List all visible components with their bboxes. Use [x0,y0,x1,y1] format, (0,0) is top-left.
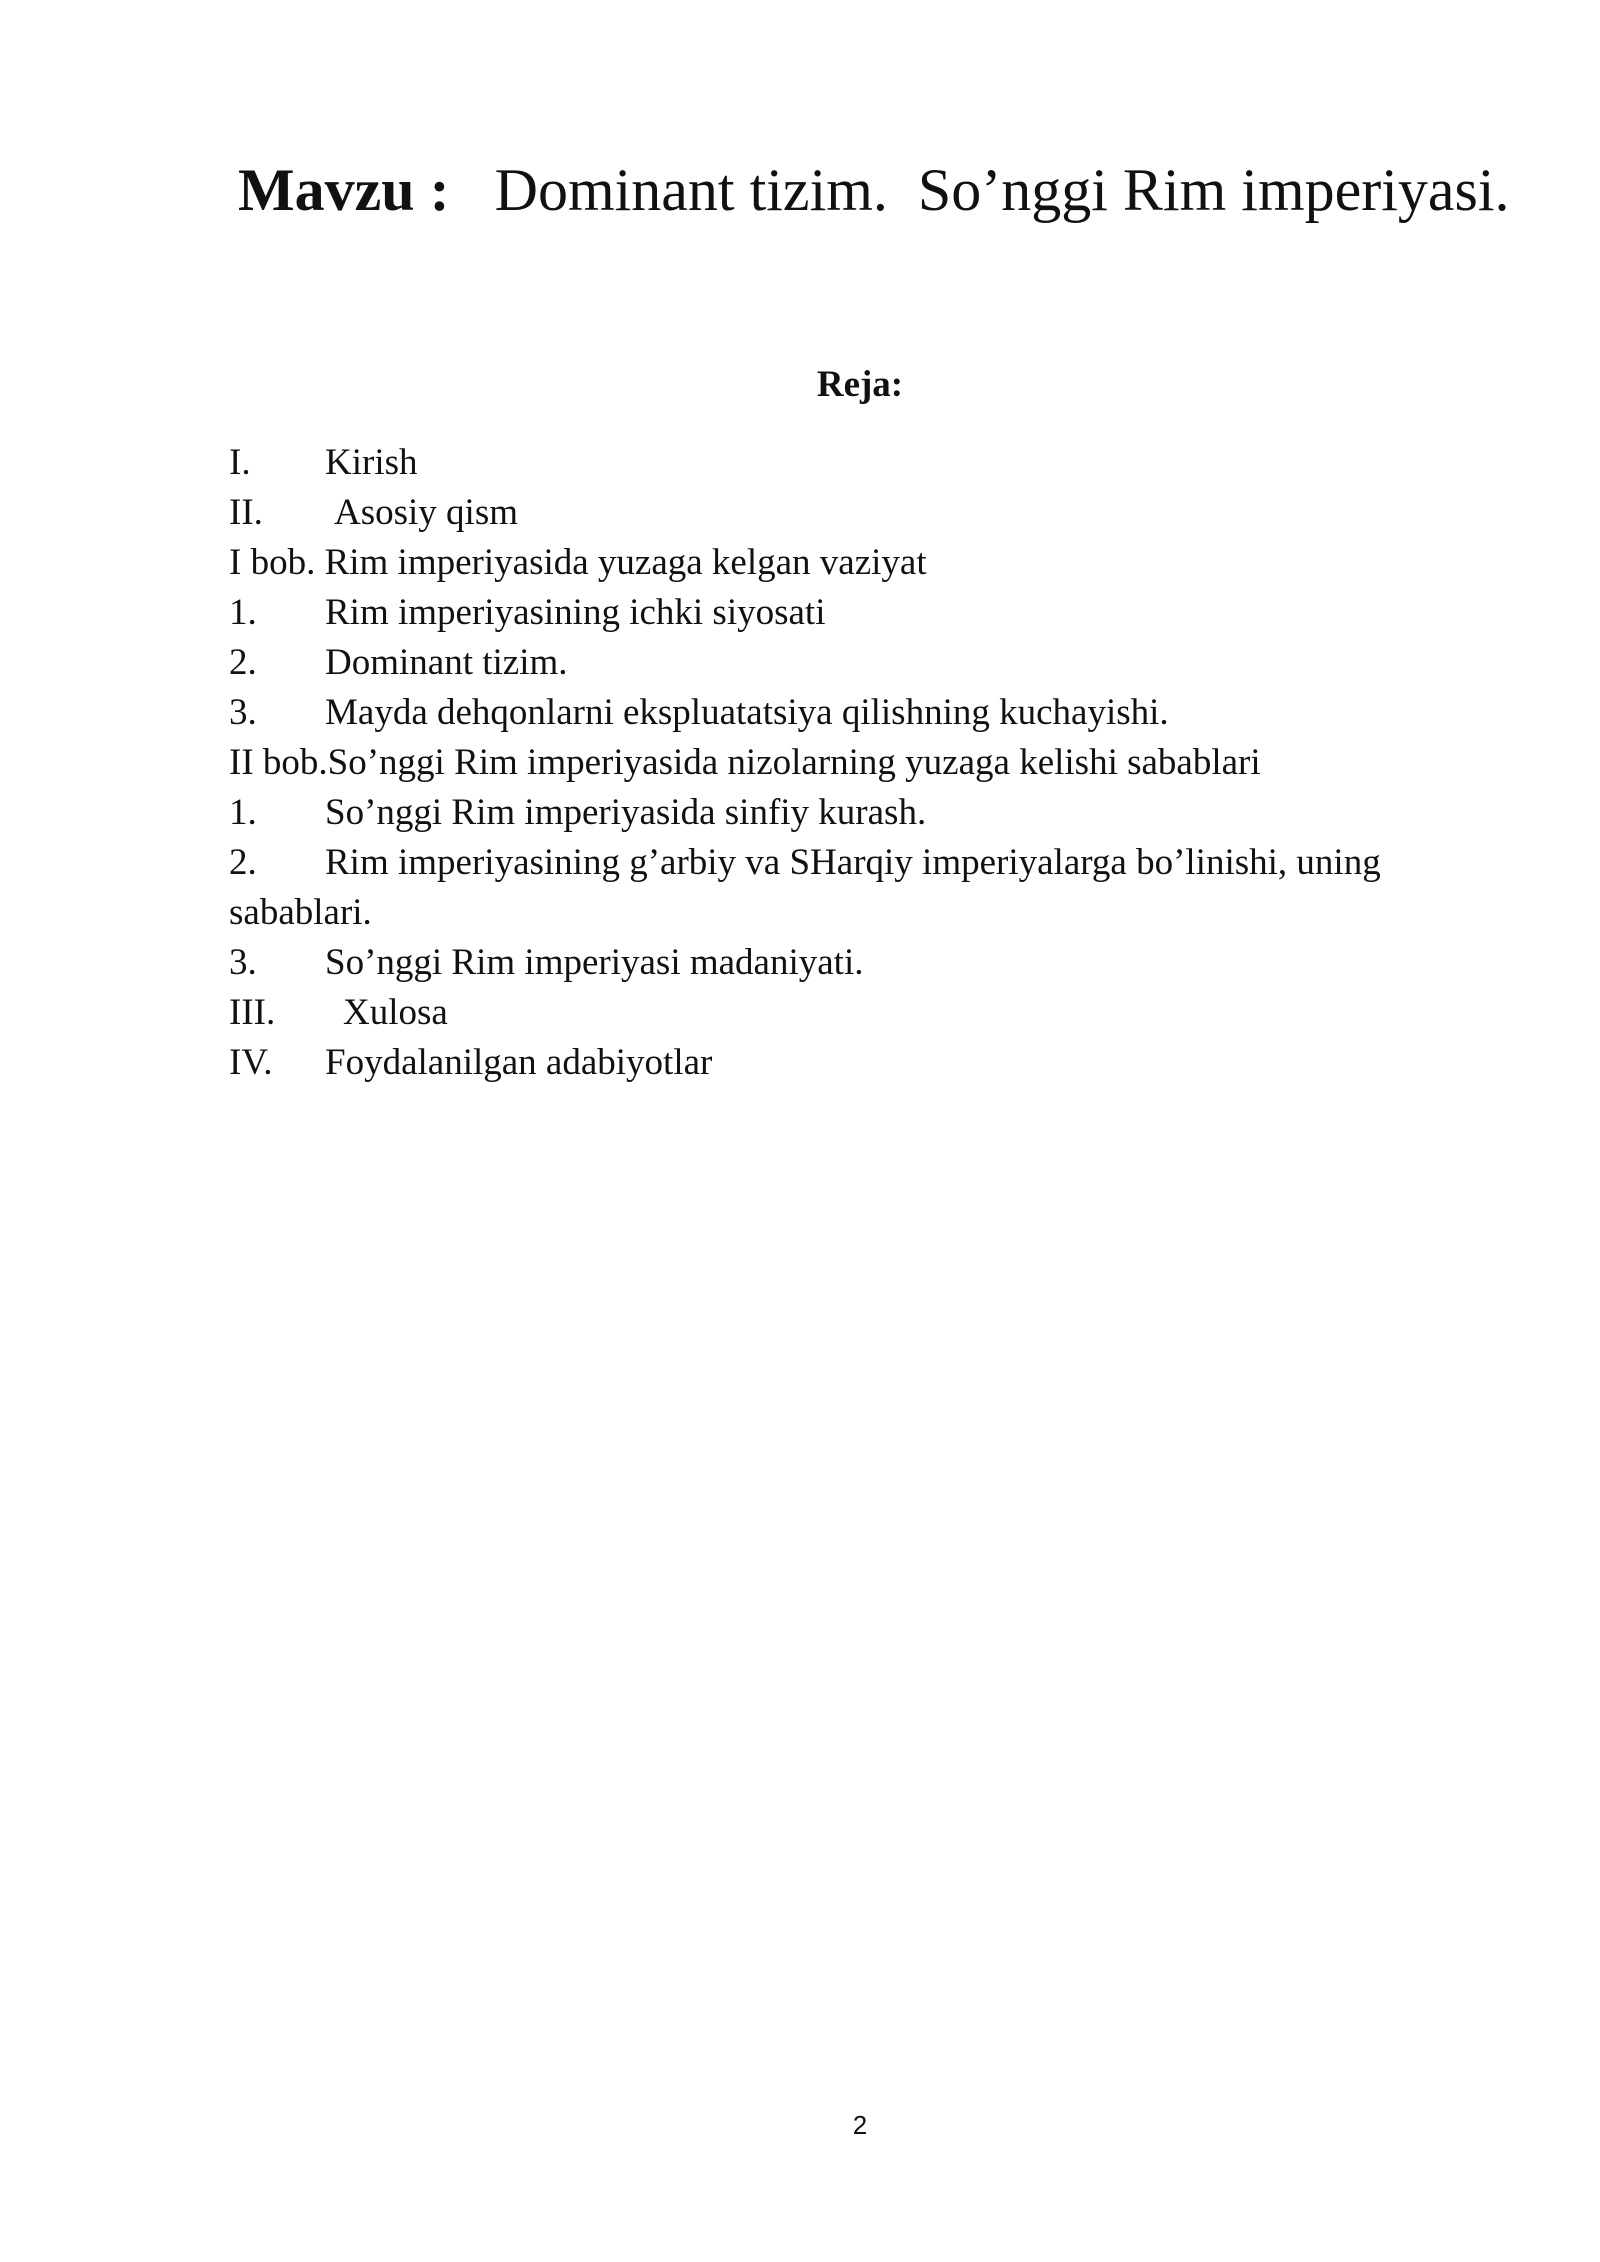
list-item-number: 1. [229,792,257,833]
list-item-text: Mayda dehqonlarni ekspluatatsiya qilishning kuchayishi. [325,692,1169,733]
list-item [229,488,1429,538]
list-item-number: 2. [229,642,257,683]
page-number: 2 [852,2110,868,2140]
title-separator: : [429,157,450,223]
list-item-text: Xulosa [343,992,448,1033]
list-item-text: So’nggi Rim imperiyasida sinfiy kurash. [325,792,927,833]
list-item-number: I. [229,442,251,483]
title-label: Mavzu [238,157,415,223]
list-item-number: 3. [229,942,257,983]
list-item [229,588,1429,638]
chapter-text: II bob.So’nggi Rim imperiyasida nizolarning yuzaga kelishi sabablari [229,742,1261,783]
chapter-text: I bob. Rim imperiyasida yuzaga kelgan vaziyat [229,542,927,583]
list-item-number: II. [229,492,263,533]
list-item [229,438,1429,488]
list-item [229,1038,1429,1088]
list-item-text: Asosiy qism [334,492,519,533]
plan-list [229,438,1429,1088]
list-item [229,988,1429,1038]
page-title [238,150,1538,230]
list-item-text: Rim imperiyasining g’arbiy va SHarqiy imperiyalarga bo’linishi, uning sabablari. [229,842,1381,933]
list-item-text: Foydalanilgan adabiyotlar [325,1042,713,1083]
list-item-text: Dominant tizim. [325,642,568,683]
list-item-number: IV. [229,1042,273,1083]
list-item [229,938,1429,988]
chapter-heading [229,538,1429,588]
chapter-heading [229,738,1429,788]
title-text: Dominant tizim. So’nggi Rim imperiyasi. [494,157,1510,223]
list-item [229,838,1419,938]
list-item-text: So’nggi Rim imperiyasi madaniyati. [325,942,864,983]
list-item [229,788,1429,838]
list-item-number: III. [229,992,276,1033]
list-item-text: Rim imperiyasining ichki siyosati [325,592,826,633]
list-item [229,688,1429,738]
list-item-text: Kirish [325,442,418,483]
list-item [229,638,1429,688]
list-item-number: 1. [229,592,257,633]
list-item-number: 3. [229,692,257,733]
plan-heading: Reja: [816,364,904,405]
list-item-number: 2. [229,842,257,883]
